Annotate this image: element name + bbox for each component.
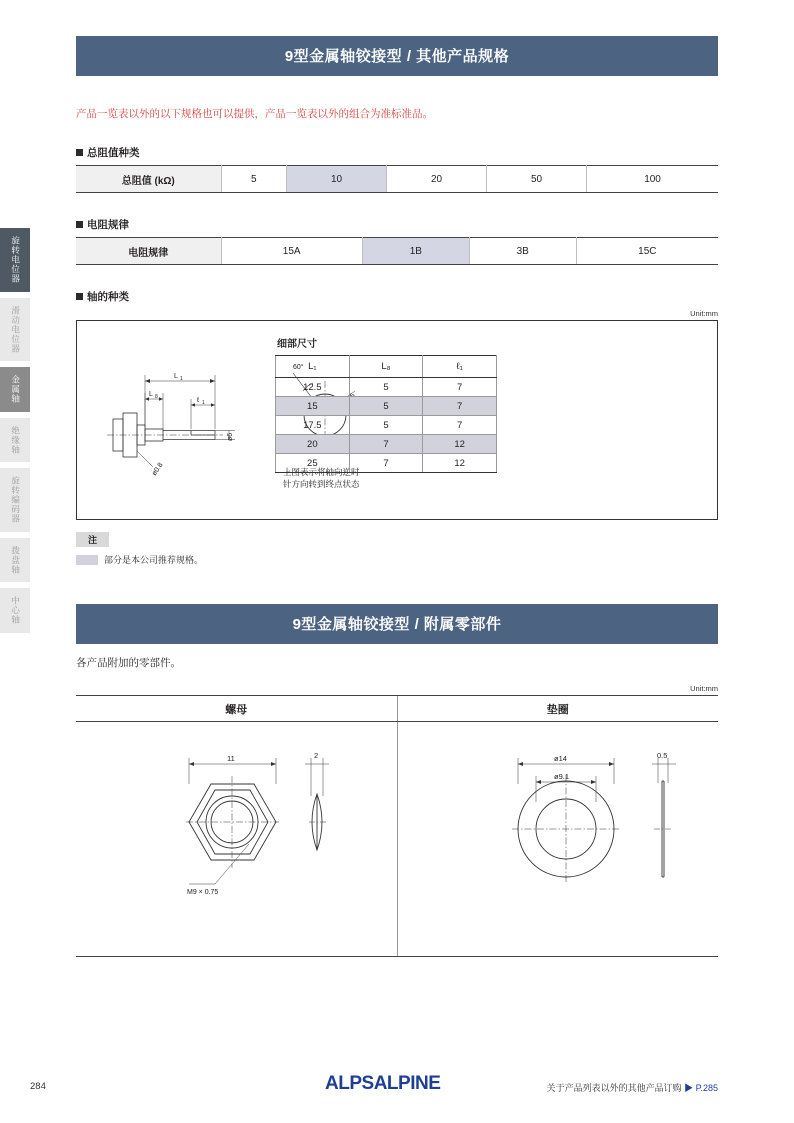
bullet-square-icon [76,149,83,156]
dim-label-nut-width: 11 [227,754,235,763]
side-tab-slide-potentiometer[interactable] [0,298,30,362]
cell-l8: 5 [349,416,423,435]
content-column [76,0,718,957]
brand-alpine: ALPINE [373,1073,441,1094]
side-tab-label: 旋转编码器 [10,476,21,524]
dim-label-washer-inner: ø9.1 [554,772,570,781]
unit-label-accessories: Unit:mm [690,684,718,693]
cell-resistance-5: 5 [221,166,287,193]
nut-drawing [131,744,346,934]
side-tab-center-shaft[interactable] [0,588,30,633]
col-header-nut: 螺母 [76,696,397,722]
page-number: 284 [30,1081,46,1092]
footer-reference[interactable] [547,1081,718,1094]
column-divider [397,722,398,956]
shaft-drawing-panel [76,320,718,520]
table-row [276,397,497,416]
cell-row-header: 总阻值 (kΩ) [76,166,221,193]
page-footer [0,1063,794,1123]
cell-l1: 15 [276,397,350,416]
dim-label-dia-6: ø6 [227,432,234,441]
note-badge: 注 [76,532,109,547]
side-tab-insulated-shaft[interactable] [0,418,30,463]
table-resistance-value [76,165,718,193]
cell-l-lower: 7 [423,397,497,416]
dim-label-angle: 60° [293,364,304,371]
table-row [276,435,497,454]
svg-text:1: 1 [202,400,205,406]
dim-label-l1: L [174,373,178,380]
dim-label-washer-thickness: 0.5 [657,751,668,760]
side-tab-rotary-encoder[interactable] [0,468,30,532]
cell-l8: 5 [349,378,423,397]
brand-logo [325,1073,440,1095]
table-shaft-dimensions [275,355,497,473]
side-tab-strip [0,228,30,639]
shaft-side-view-drawing [95,351,285,501]
intro-note: 产品一览表以外的以下规格也可以提供，产品一览表以外的组合为准标准品。 [76,108,433,120]
cell-l8: 7 [349,435,423,454]
section-header-other-specs: 9型金属轴铰接型 / 其他产品规格 [76,36,718,76]
side-tab-label: 绝缘轴 [10,425,21,454]
table-header-row [76,696,718,722]
washer-drawing [466,744,696,934]
cell-law-3b: 3B [469,238,576,265]
cell-l1: 17.5 [276,416,350,435]
section-header-accessories: 9型金属轴铰接型 / 附属零部件 [76,604,718,644]
dim-label-l-lower: ℓ [197,397,200,404]
subsection-title-resistance-value: 总阻值种类 [76,145,718,160]
cell-resistance-20: 20 [387,166,487,193]
accessories-drawing-panel [76,722,718,957]
unit-label-shaft: Unit:mm [690,309,718,318]
footer-reference-text: 关于产品列表以外的其他产品订购 [546,1083,682,1093]
table-row [276,454,497,473]
col-header-l1: L₁ [276,356,350,378]
cell-resistance-10: 10 [287,166,387,193]
table-row [276,416,497,435]
cell-law-15a: 15A [221,238,362,265]
dim-label-l8: L [149,391,153,398]
bullet-square-icon [76,293,83,300]
cell-law-1b: 1B [362,238,469,265]
bullet-square-icon [76,221,83,228]
side-tab-metal-shaft[interactable] [0,367,30,412]
side-tab-rotary-potentiometer[interactable] [0,228,30,292]
cell-l-lower: 7 [423,378,497,397]
dim-label-dia-08: ø0.8 [150,461,165,478]
legend-swatch [76,555,98,565]
cell-l1: 20 [276,435,350,454]
cell-resistance-50: 50 [487,166,587,193]
svg-text:1: 1 [180,376,183,382]
detail-table-title: 细部尺寸 [277,339,317,350]
col-header-washer: 垫圈 [397,696,718,722]
table-accessories-header [76,695,718,722]
svg-text:8: 8 [155,394,158,400]
dim-label-nut-thickness: 2 [314,751,319,760]
dim-label-nut-thread: M9 × 0.75 [187,889,219,896]
cell-l8: 7 [349,454,423,473]
cell-l-lower: 12 [423,435,497,454]
subsection-title-resistance-law: 电阻规律 [76,217,718,232]
cell-resistance-100: 100 [587,166,718,193]
brand-alps: ALPS [325,1073,374,1094]
cell-law-15c: 15C [576,238,718,265]
footer-reference-link[interactable]: ▶ P.285 [684,1083,718,1093]
side-tab-label: 中心轴 [10,596,21,625]
col-header-l-lower: ℓ₁ [423,356,497,378]
shaft-drawing-caption: 上图表示将轴向逆时 针方向转到终点状态 [283,467,360,490]
col-header-l8: L₈ [349,356,423,378]
side-tab-label: 旋转电位器 [10,236,21,284]
table-header-row [276,356,497,378]
side-tab-dial-shaft[interactable] [0,538,30,583]
accessories-lead: 各产品附加的零部件。 [76,657,181,669]
subsection-title-shaft-type: 轴的种类 [76,289,718,304]
legend-recommended [76,553,718,566]
table-row [76,166,718,193]
side-tab-label: 拨盘轴 [10,545,21,574]
cell-l1: 12.5 [276,378,350,397]
table-row [76,238,718,265]
table-resistance-law [76,237,718,265]
cell-l-lower: 12 [423,454,497,473]
cell-l-lower: 7 [423,416,497,435]
dim-label-washer-outer: ø14 [554,754,567,763]
cell-l1: 25 [276,454,350,473]
cell-l8: 5 [349,397,423,416]
legend-text: 部分是本公司推荐规格。 [104,555,204,565]
side-tab-label: 滑动电位器 [10,305,21,353]
cell-row-header: 电阻规律 [76,238,221,265]
side-tab-label: 金属轴 [10,375,21,404]
table-row [276,378,497,397]
